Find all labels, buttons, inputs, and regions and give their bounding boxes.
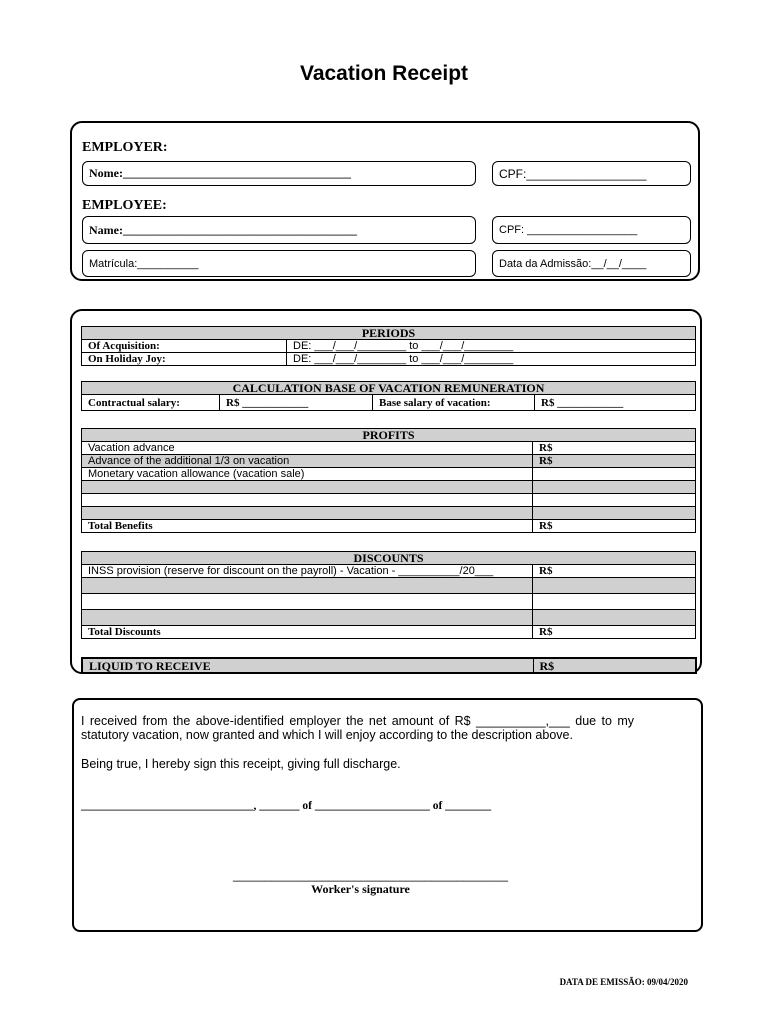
- calculation-heading: CALCULATION BASE OF VACATION REMUNERATION: [82, 382, 696, 395]
- employer-label: EMPLOYER:: [82, 140, 168, 155]
- discount-row-value[interactable]: [533, 610, 696, 626]
- profit-row-value[interactable]: [533, 494, 696, 507]
- base-salary-value[interactable]: R$ ____________: [535, 395, 696, 411]
- employer-name-text: Nome:______________________________________: [89, 166, 351, 180]
- matricula-field[interactable]: [82, 250, 476, 277]
- profits-table: [81, 428, 696, 533]
- profits-heading: PROFITS: [82, 429, 696, 442]
- discount-row-label: [82, 610, 533, 626]
- holiday-label: On Holiday Joy:: [82, 353, 287, 366]
- profit-row-label: Advance of the additional 1/3 on vacation: [82, 455, 533, 468]
- signature-label: Worker's signature: [311, 882, 410, 896]
- discharge-statement: Being true, I hereby sign this receipt, giving full discharge.: [81, 757, 401, 771]
- employee-cpf-field[interactable]: [492, 216, 691, 244]
- employer-cpf-field[interactable]: [492, 161, 691, 186]
- profit-row-label: Monetary vacation allowance (vacation sale): [82, 468, 533, 481]
- profit-row-label: [82, 481, 533, 494]
- page-title: Vacation Receipt: [299, 62, 469, 85]
- acquisition-label: Of Acquisition:: [82, 340, 287, 353]
- discounts-heading: DISCOUNTS: [82, 552, 696, 565]
- employee-name-text: Name:_______________________________________: [89, 222, 357, 237]
- contractual-salary-label: Contractual salary:: [82, 395, 220, 411]
- profit-row-value[interactable]: [533, 507, 696, 520]
- admission-date-field[interactable]: [492, 250, 691, 277]
- date-place-line[interactable]: ______________________________, _______ of ____________________ of ________: [81, 800, 492, 812]
- discount-row-value[interactable]: R$: [533, 565, 696, 578]
- employee-name-field[interactable]: [82, 216, 476, 244]
- discount-row-label: [82, 594, 533, 610]
- employee-cpf-text: CPF: __________________: [499, 224, 638, 236]
- discount-row-value[interactable]: [533, 578, 696, 594]
- profit-row-value[interactable]: [533, 481, 696, 494]
- admission-date-text: Data da Admissão:__/__/____: [499, 257, 647, 270]
- base-salary-label: Base salary of vacation:: [373, 395, 535, 411]
- employee-label: EMPLOYEE:: [82, 198, 167, 213]
- employer-cpf-text: CPF:__________________: [499, 166, 647, 181]
- total-benefits-label: Total Benefits: [82, 520, 533, 533]
- total-benefits-value[interactable]: R$: [533, 520, 696, 533]
- contractual-salary-value[interactable]: R$ ____________: [220, 395, 373, 411]
- profit-row-label: [82, 494, 533, 507]
- matricula-text: Matrícula:__________: [89, 257, 199, 270]
- calculation-table: [81, 381, 696, 411]
- discount-row-label: [82, 578, 533, 594]
- periods-table: [81, 326, 696, 366]
- holiday-value[interactable]: DE: ___/___/________ to ___/___/________: [287, 353, 696, 366]
- profit-row-value[interactable]: [533, 468, 696, 481]
- periods-heading: PERIODS: [82, 327, 696, 340]
- issue-date: DATA DE EMISSÃO: 09/04/2020: [559, 977, 688, 987]
- liquid-table: [81, 657, 697, 674]
- liquid-value[interactable]: R$: [533, 658, 696, 673]
- profit-row-value[interactable]: R$: [533, 455, 696, 468]
- acquisition-value[interactable]: DE: ___/___/________ to ___/___/________: [287, 340, 696, 353]
- total-discounts-value[interactable]: R$: [533, 626, 696, 639]
- discount-row-label: INSS provision (reserve for discount on the payroll) - Vacation - __________/20___: [82, 565, 533, 578]
- employer-name-field[interactable]: [82, 161, 476, 186]
- total-discounts-label: Total Discounts: [82, 626, 533, 639]
- receipt-paragraph: I received from the above-identified employer the net amount of R$ __________,___ due to my statutory vacation, now granted and which I will enjoy according to the description above.: [81, 714, 634, 742]
- discounts-table: [81, 551, 696, 639]
- liquid-label: LIQUID TO RECEIVE: [82, 658, 533, 673]
- profit-row-label: Vacation advance: [82, 442, 533, 455]
- profit-row-label: [82, 507, 533, 520]
- profit-row-value[interactable]: R$: [533, 442, 696, 455]
- signature-line[interactable]: ___________________________________________: [232, 870, 509, 882]
- discount-row-value[interactable]: [533, 594, 696, 610]
